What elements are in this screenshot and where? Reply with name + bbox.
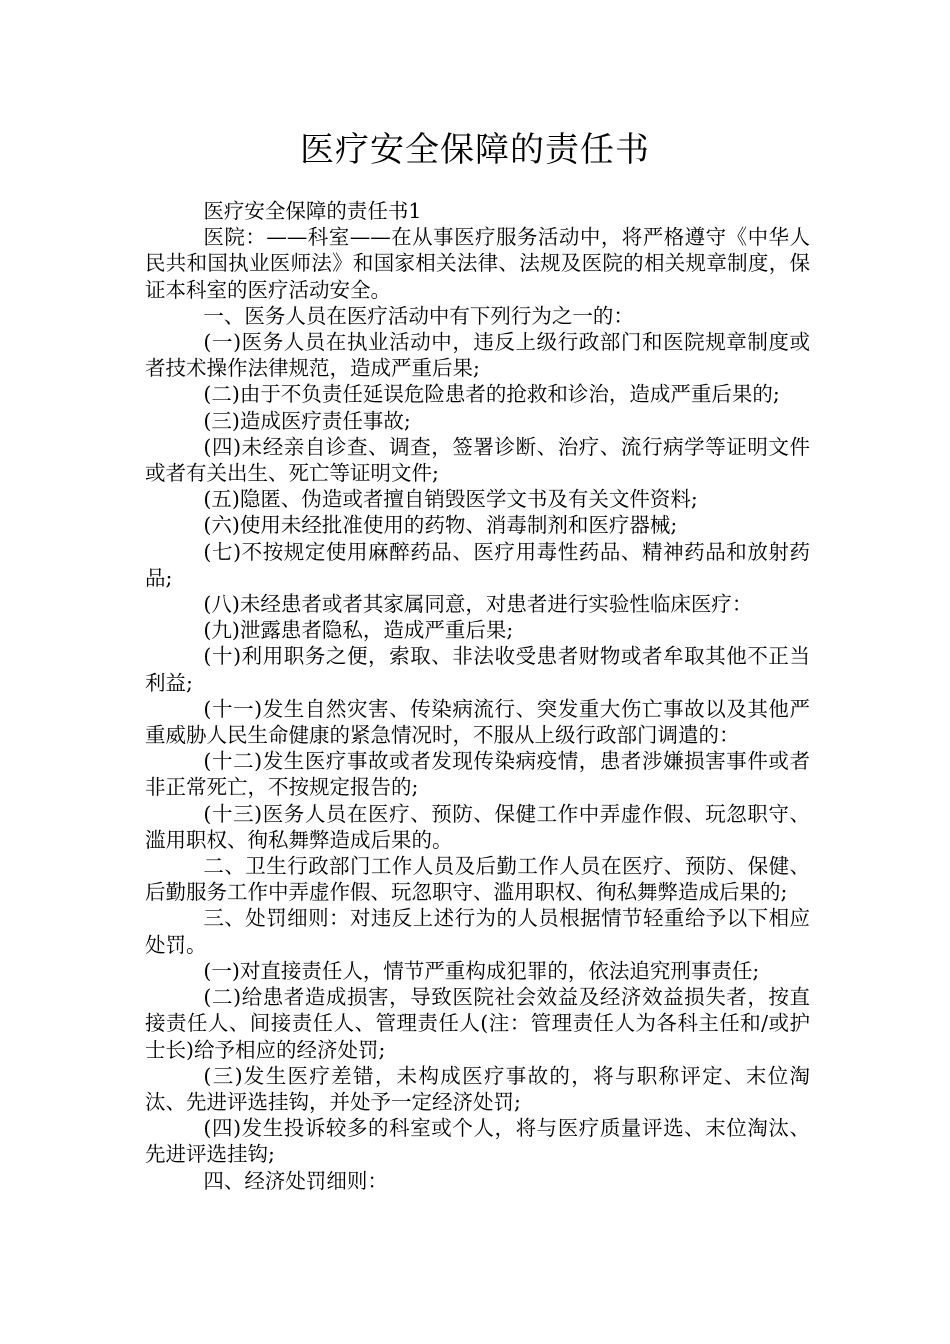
paragraph: (四)未经亲自诊查、调查，签署诊断、治疗、流行病学等证明文件或者有关出生、死亡等证明文件; xyxy=(145,434,810,486)
paragraph: (九)泄露患者隐私，造成严重后果; xyxy=(203,618,514,643)
paragraph: 医疗安全保障的责任书1 xyxy=(203,199,422,223)
paragraph: (三)发生医疗差错，未构成医疗事故的，将与职称评定、末位淘汰、先进评选挂钩，并处予一定经济处罚; xyxy=(145,1063,810,1114)
document-body xyxy=(145,198,810,1194)
paragraph: (十三)医务人员在医疗、预防、保健工作中弄虚作假、玩忽职守、滥用职权、徇私舞弊造成后果的。 xyxy=(145,801,810,852)
paragraph: (十)利用职务之便，索取、非法收受患者财物或者牟取其他不正当利益; xyxy=(145,644,810,695)
paragraph: (十二)发生医疗事故或者发现传染病疫情，患者涉嫌损害事件或者非正常死亡，不按规定报告的; xyxy=(145,749,810,800)
paragraph: (一)对直接责任人，情节严重构成犯罪的，依法追究刑事责任; xyxy=(203,958,760,983)
paragraph: (七)不按规定使用麻醉药品、医疗用毒性药品、精神药品和放射药品; xyxy=(145,539,810,590)
paragraph: (十一)发生自然灾害、传染病流行、突发重大伤亡事故以及其他严重威胁人民生命健康的紧急情况时，不服从上级行政部门调遣的： xyxy=(145,696,810,748)
paragraph: (五)隐匿、伪造或者擅自销毁医学文书及有关文件资料; xyxy=(203,487,698,512)
paragraph: (三)造成医疗责任事故; xyxy=(203,408,411,433)
paragraph: (一)医务人员在执业活动中，违反上级行政部门和医院规章制度或者技术操作法律规范，造成严重后果; xyxy=(145,330,810,381)
paragraph: 三、处罚细则：对违反上述行为的人员根据情节轻重给予以下相应处罚。 xyxy=(145,906,810,957)
paragraph: 四、经济处罚细则： xyxy=(203,1168,388,1193)
paragraph: (八)未经患者或者其家属同意，对患者进行实验性临床医疗： xyxy=(203,592,753,617)
paragraph: (六)使用未经批准使用的药物、消毒制剂和医疗器械; xyxy=(203,513,678,538)
paragraph: 医院：——科室——在从事医疗服务活动中，将严格遵守《中华人民共和国执业医师法》和国家相关法律、法规及医院的相关规章制度，保证本科室的医疗活动安全。 xyxy=(145,225,810,302)
paragraph: 二、卫生行政部门工作人员及后勤工作人员在医疗、预防、保健、后勤服务工作中弄虚作假、玩忽职守、滥用职权、徇私舞弊造成后果的; xyxy=(145,854,810,905)
paragraph: (二)给患者造成损害，导致医院社会效益及经济效益损失者，按直接责任人、间接责任人、管理责任人(注：管理责任人为各科主任和/或护士长)给予相应的经济处罚; xyxy=(145,985,810,1062)
paragraph: (二)由于不负责任延误危险患者的抢救和诊治，造成严重后果的; xyxy=(203,382,780,407)
document-title: 医疗安全保障的责任书 xyxy=(300,130,650,170)
paragraph: (四)发生投诉较多的科室或个人，将与医疗质量评选、末位淘汰、先进评选挂钩; xyxy=(145,1116,810,1167)
paragraph: 一、医务人员在医疗活动中有下列行为之一的： xyxy=(203,303,634,328)
